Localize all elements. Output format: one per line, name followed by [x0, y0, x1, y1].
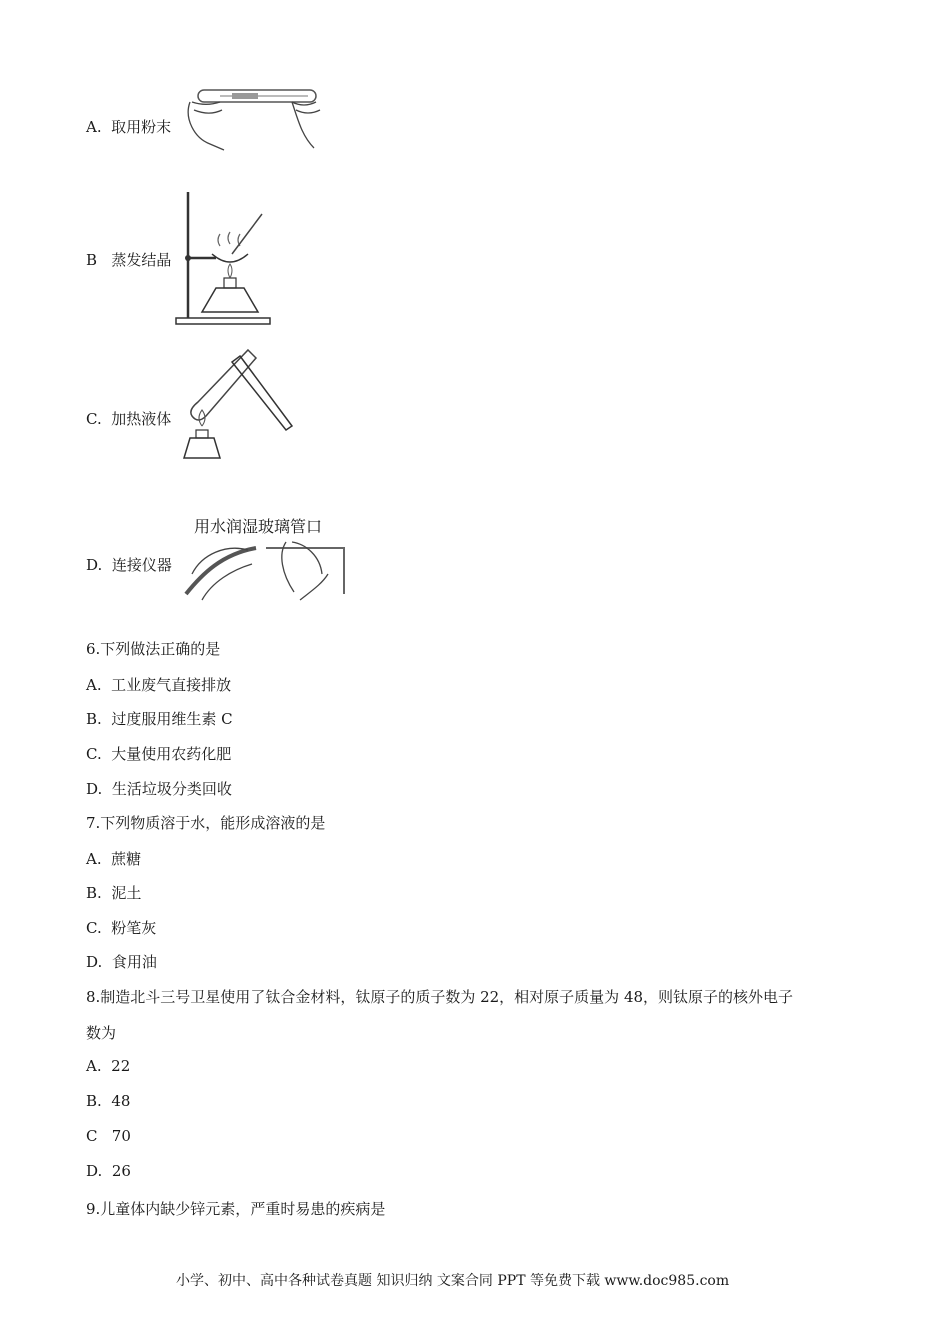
option-text: 食用油 [111, 953, 157, 971]
option-label: D. [86, 556, 103, 574]
option-text: 蔗糖 [111, 850, 142, 868]
q5-option-a [86, 116, 171, 137]
heating-liquid-figure [176, 344, 296, 466]
q7-option-b [86, 882, 141, 903]
connecting-apparatus-figure [182, 534, 354, 606]
powder-taking-figure [180, 80, 330, 152]
option-text: 生活垃圾分类回收 [111, 780, 232, 798]
option-label: C. [86, 919, 102, 937]
q6-option-b [86, 708, 233, 729]
evaporation-figure [172, 188, 282, 328]
q8-option-d [86, 1162, 131, 1180]
option-text: 蒸发结晶 [111, 251, 172, 269]
option-text: 大量使用农药化肥 [111, 745, 232, 763]
option-label: C. [86, 745, 102, 763]
option-label: A. [86, 1057, 102, 1075]
q7-stem: 7.下列物质溶于水，能形成溶液的是 [86, 814, 326, 832]
q6-option-c [86, 743, 231, 764]
q5-option-c [86, 408, 171, 429]
option-text: 泥土 [111, 884, 142, 902]
q5-option-d [86, 554, 172, 575]
option-label: D. [86, 780, 103, 798]
option-text: 48 [111, 1092, 131, 1110]
option-label: C. [86, 410, 102, 428]
q6-option-a [86, 674, 231, 695]
option-text: 工业废气直接排放 [111, 676, 232, 694]
option-text: 过度服用维生素 C [111, 710, 233, 728]
q8-option-b [86, 1092, 130, 1110]
option-label: C [86, 1127, 98, 1145]
page-footer: 小学、初中、高中各种试卷真题 知识归纳 文案合同 PPT 等免费下载 www.doc985.com [176, 1273, 730, 1289]
option-label: B. [86, 884, 102, 902]
option-text: 加热液体 [111, 410, 172, 428]
option-text: 连接仪器 [111, 556, 172, 574]
option-label: B. [86, 1092, 102, 1110]
q9-stem: 9.儿童体内缺少锌元素，严重时易患的疾病是 [86, 1200, 386, 1218]
q7-option-c [86, 917, 156, 938]
option-text: 取用粉末 [111, 118, 172, 136]
option-label: A. [86, 850, 102, 868]
option-label: D. [86, 1162, 103, 1180]
option-text: 70 [111, 1127, 131, 1145]
figure-d-caption: 用水润湿玻璃管口 [194, 517, 323, 536]
q8-option-a [86, 1057, 130, 1075]
q6-stem: 6.下列做法正确的是 [86, 640, 221, 658]
option-text: 粉笔灰 [111, 919, 157, 937]
q5-option-b [86, 249, 171, 270]
option-label: A. [86, 676, 102, 694]
option-label: B. [86, 710, 102, 728]
q7-option-d [86, 951, 157, 972]
option-text: 26 [111, 1162, 131, 1180]
q8-stem-line1: 8.制造北斗三号卫星使用了钛合金材料，钛原子的质子数为 22，相对原子质量为 48，则钛原子的核外电子 [86, 988, 794, 1006]
q8-stem-line2: 数为 [86, 1024, 117, 1042]
option-label: B [86, 251, 98, 269]
option-label: A. [86, 118, 102, 136]
q8-option-c [86, 1127, 131, 1145]
option-text: 22 [111, 1057, 131, 1075]
q6-option-d [86, 778, 232, 799]
q7-option-a [86, 848, 141, 869]
option-label: D. [86, 953, 103, 971]
